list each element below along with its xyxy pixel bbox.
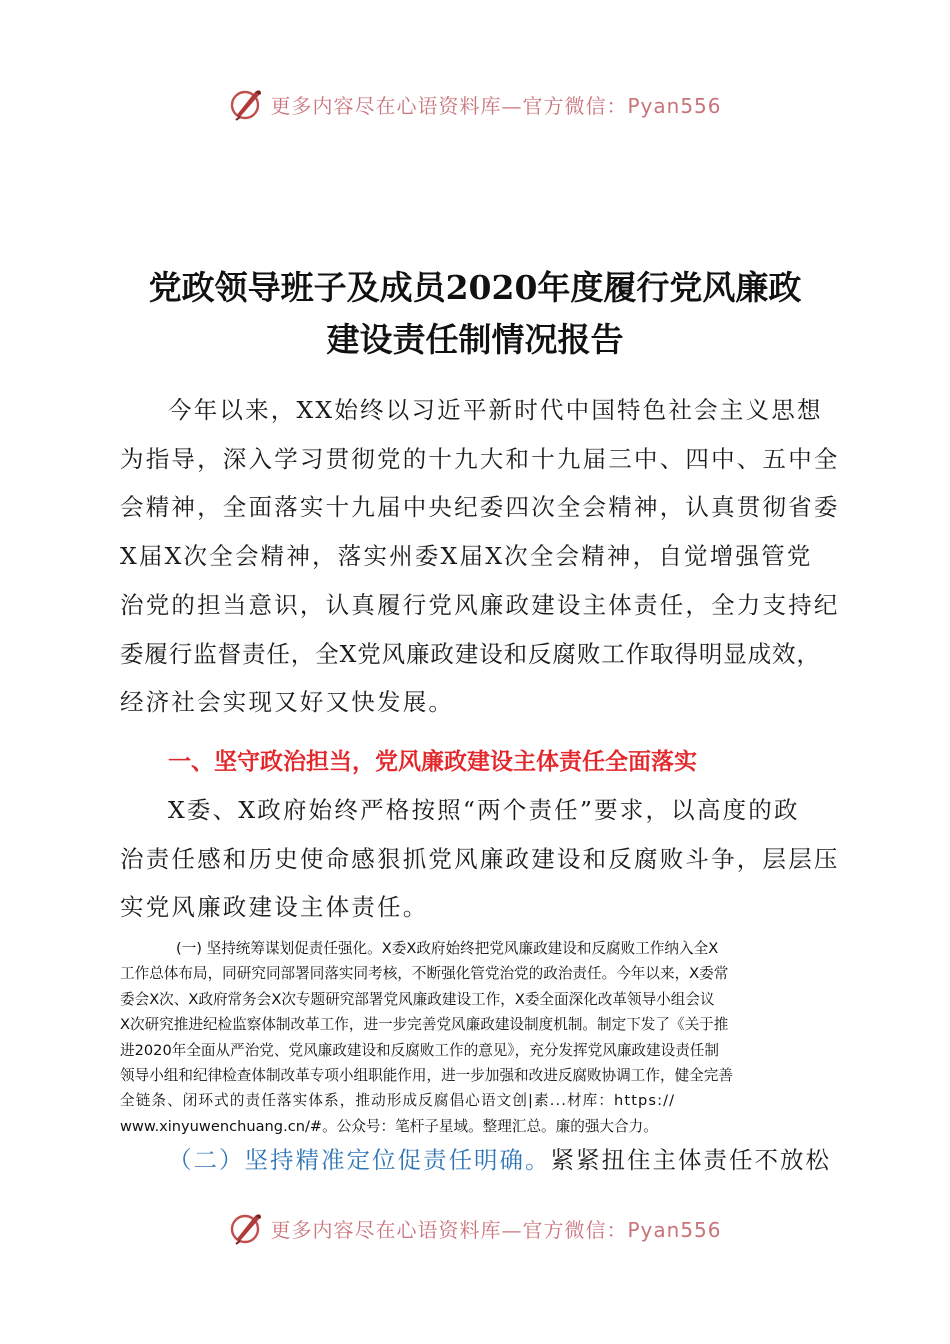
header-watermark-banner [0,84,950,124]
section-1-line: 治责任感和历史使命感狠抓党风廉政建设和反腐败斗争，层层压 [120,844,840,873]
intro-line: 会精神，全面落实十九届中央纪委四次全会精神，认真贯彻省委 [120,493,840,522]
item-1-line: 委会X次、X政府常务会X次专题研究部署党风廉政建设工作，X委全面深化改革领导小组会议 [120,990,715,1008]
footer-watermark-banner [0,1208,950,1248]
title-line-2: 建设责任制情况报告 [326,320,624,359]
section-1-line: X委、X政府始终严格按照“两个责任”要求，以高度的政 [168,796,800,824]
section-1-paragraph [120,786,840,932]
wechat-id: Pyan556 [627,1217,722,1242]
item-1-line: 全链条、闭环式的责任落实体系，推动形成反腐倡心语文创|素...材库：https:// [120,1092,676,1110]
title-line-1: 党政领导班子及成员2020年度履行党风廉政 [148,268,802,307]
quill-logo-icon [228,86,264,122]
watermark-text: 更多内容尽在心语资料库—官方微信：Pyan556 [270,1217,722,1242]
item-1-line: X次研究推进纪检监察体制改革工作，进一步完善党风廉政建设制度机制。制定下发了《关于推 [120,1016,729,1034]
section-1-line: 实党风廉政建设主体责任。 [120,893,429,922]
item-1-line: 工作总体布局，同研究同部署同落实同考核，不断强化管党治党的政治责任。今年以来，X委常 [120,965,729,983]
intro-paragraph [120,386,840,727]
item-1-line: 进2020年全面从严治党、党风廉政建设和反腐败工作的意见》，充分发挥党风廉政建设责任制 [120,1041,719,1059]
intro-line: 委履行监督责任，全X党风廉政建设和反腐败工作取得明显成效， [120,639,821,668]
intro-line: X届X次全会精神，落实州委X届X次全会精神，自觉增强管党 [120,542,813,571]
intro-line: 为指导，深入学习贯彻党的十九大和十九届三中、四中、五中全 [120,444,840,473]
item-1-line: www.xinyuwenchuang.cn/#。公众号：笔杆子星域。整理汇总。廉的强大合力。 [120,1117,658,1135]
item-2-heading-line [168,1138,848,1182]
item-1-line: (一) 坚持统筹谋划促责任强化。X委X政府始终把党风廉政建设和反腐败工作纳入全X [176,940,719,957]
watermark-text: 更多内容尽在心语资料库—官方微信：Pyan556 [270,93,722,118]
section-1-heading: 一、坚守政治担当，党风廉政建设主体责任全面落实 [168,749,697,775]
wechat-id: Pyan556 [627,93,722,118]
item-1-paragraph [120,936,836,1139]
item-1-line: 领导小组和纪律检查体制改革专项小组职能作用，进一步加强和改进反腐败协调工作，健全完善 [120,1067,733,1085]
item-2-text: 紧紧扭住主体责任不放松 [550,1146,831,1174]
intro-line: 今年以来，XX始终以习近平新时代中国特色社会主义思想 [168,396,823,424]
intro-line: 经济社会实现又好又快发展。 [120,688,455,717]
quill-logo-icon [228,1210,264,1246]
item-2-heading: （二）坚持精准定位促责任明确。 [168,1146,551,1174]
document-title [60,262,890,366]
intro-line: 治党的担当意识，认真履行党风廉政建设主体责任，全力支持纪 [120,590,840,619]
